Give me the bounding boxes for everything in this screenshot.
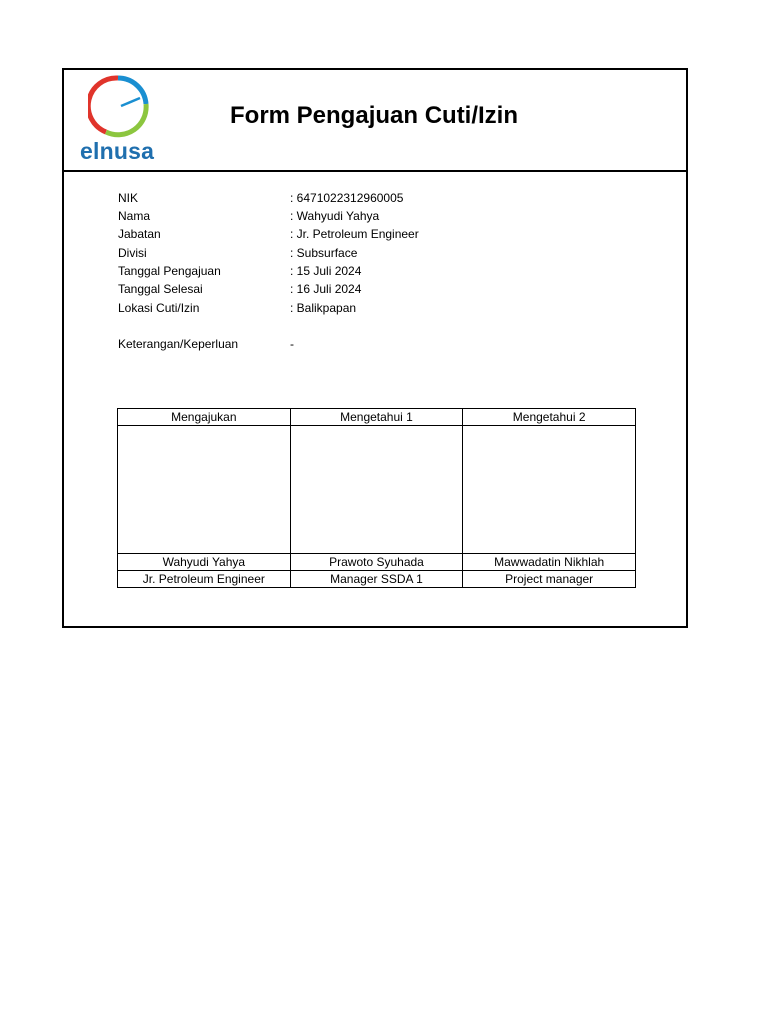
form-header [64, 70, 686, 172]
field-value: : 15 Juli 2024 [290, 264, 362, 278]
signature-space [463, 426, 636, 554]
signer-name-row [118, 554, 636, 571]
signature-space [290, 426, 463, 554]
signer-position-row [118, 571, 636, 588]
logo-text: elnusa [80, 138, 155, 164]
field-label: Nama [118, 209, 151, 223]
form-title: Form Pengajuan Cuti/Izin [230, 102, 519, 129]
signature-space-row [118, 426, 636, 554]
company-logo [80, 74, 160, 164]
signer-name: Mawwadatin Nikhlah [463, 554, 636, 571]
field-value: - [290, 337, 294, 351]
field-label: Tanggal Pengajuan [118, 264, 221, 278]
field-value: : Wahyudi Yahya [290, 209, 380, 223]
signature-header: Mengajukan [118, 409, 291, 426]
signature-header: Mengetahui 2 [463, 409, 636, 426]
field-label: Divisi [118, 246, 147, 260]
field-value: : Balikpapan [290, 301, 357, 315]
field-label: Jabatan [118, 227, 161, 241]
field-value: : Jr. Petroleum Engineer [290, 227, 419, 241]
signer-position: Manager SSDA 1 [290, 571, 463, 588]
leave-request-form [62, 68, 688, 628]
field-label: Tanggal Selesai [118, 282, 203, 296]
field-value: : 6471022312960005 [290, 191, 404, 205]
field-value: : 16 Juli 2024 [290, 282, 362, 296]
signature-table [117, 408, 636, 588]
signer-position: Jr. Petroleum Engineer [118, 571, 291, 588]
signer-name: Wahyudi Yahya [118, 554, 291, 571]
signer-position: Project manager [463, 571, 636, 588]
signer-name: Prawoto Syuhada [290, 554, 463, 571]
field-value: : Subsurface [290, 246, 358, 260]
signature-space [118, 426, 291, 554]
elnusa-gauge-logo-icon [88, 74, 152, 138]
field-label: Keterangan/Keperluan [118, 337, 239, 351]
signature-header-row [118, 409, 636, 426]
field-label: NIK [118, 191, 139, 205]
field-label: Lokasi Cuti/Izin [118, 301, 200, 315]
signature-header: Mengetahui 1 [290, 409, 463, 426]
